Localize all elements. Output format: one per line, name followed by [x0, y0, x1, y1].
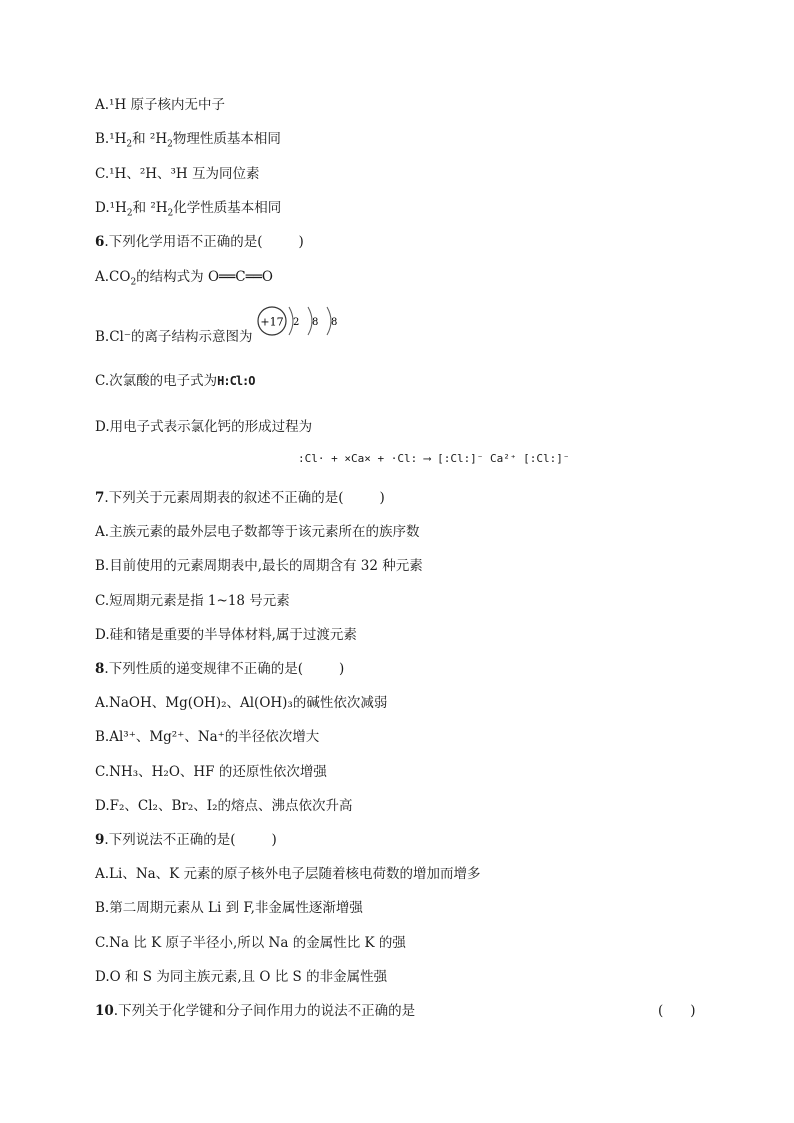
answer-paren: ): [271, 832, 277, 848]
q6-option-a-text: 的结构式为 O══C══O: [136, 269, 273, 285]
q8-option-a: A.NaOH、Mg(OH)₂、Al(OH)₃的碱性依次减弱: [95, 695, 388, 711]
q7-stem: [95, 489, 385, 507]
shell-count-1: 2: [293, 317, 300, 328]
q5-option-b-mid: 和 ²H: [132, 131, 168, 147]
nucleus-charge: +17: [260, 315, 284, 329]
question-text: .下列关于化学键和分子间作用力的说法不正确的是: [113, 1003, 416, 1019]
q6-stem: [95, 233, 304, 251]
q9-option-b: B.第二周期元素从 Li 到 F,非金属性逐渐增强: [95, 900, 363, 916]
question-number: 6: [95, 234, 105, 250]
q6-option-a: [95, 268, 273, 286]
q7-option-a: A.主族元素的最外层电子数都等于该元素所在的族序数: [95, 524, 420, 540]
cacl2-formation-formula: :Cl· + ×Ca× + ·Cl: ⟶ [:Cl:]⁻ Ca²⁺ [:Cl:]⁻: [298, 452, 570, 465]
q6-option-d: D.用电子式表示氯化钙的形成过程为: [95, 419, 313, 435]
q9-stem: [95, 831, 277, 849]
q8-option-d: D.F₂、Cl₂、Br₂、I₂的熔点、沸点依次升高: [95, 798, 353, 814]
q5-option-b-text: 物理性质基本相同: [172, 131, 281, 147]
q5-option-d: [95, 199, 281, 217]
question-number: 10: [95, 1003, 114, 1019]
q8-stem: [95, 660, 344, 678]
q5-option-b-iso1: ¹H: [109, 131, 127, 147]
hclo-electron-formula: H:Cl:O: [217, 374, 255, 388]
subscript: 2: [167, 208, 174, 219]
q5-option-b-label: B.: [95, 131, 110, 147]
q6-option-c: [95, 372, 255, 390]
question-text: .下列说法不正确的是(: [104, 832, 236, 848]
subscript: 2: [126, 208, 133, 219]
q5-option-b: [95, 130, 281, 148]
q7-option-b: B.目前使用的元素周期表中,最长的周期含有 32 种元素: [95, 558, 423, 574]
q7-option-d: D.硅和锗是重要的半导体材料,属于过渡元素: [95, 627, 357, 643]
q8-option-b: B.Al³⁺、Mg²⁺、Na⁺的半径依次增大: [95, 729, 320, 745]
q6-option-a-label: A.CO: [95, 269, 131, 285]
shell-count-2: 8: [312, 317, 319, 328]
q9-option-d: D.O 和 S 为同主族元素,且 O 比 S 的非金属性强: [95, 969, 388, 985]
q8-option-c: C.NH₃、H₂O、HF 的还原性依次增强: [95, 764, 327, 780]
q6-option-c-text: C.次氯酸的电子式为: [95, 373, 218, 389]
q5-option-d-text: 化学性质基本相同: [173, 200, 282, 216]
question-number: 7: [95, 490, 105, 506]
answer-paren: ): [379, 490, 385, 506]
answer-paren: ): [298, 234, 304, 250]
ion-structure-diagram: [255, 304, 345, 340]
question-number: 9: [95, 832, 105, 848]
subscript: 2: [126, 139, 133, 150]
q5-option-a: A.¹H 原子核内无中子: [95, 97, 226, 113]
q5-option-d-label: D.¹H: [95, 200, 127, 216]
subscript: 2: [167, 139, 173, 150]
shell-count-3: 8: [331, 317, 338, 328]
subscript: 2: [130, 277, 137, 288]
answer-paren: ): [338, 661, 345, 677]
q9-option-c: C.Na 比 K 原子半径小,所以 Na 的金属性比 K 的强: [95, 935, 406, 951]
q5-option-c: C.¹H、²H、³H 互为同位素: [95, 166, 260, 182]
q7-option-c: C.短周期元素是指 1~18 号元素: [95, 593, 290, 609]
q6-option-b: B.Cl⁻的离子结构示意图为: [95, 329, 253, 345]
q10-answer-paren: ( ): [658, 1003, 696, 1019]
question-number: 8: [95, 661, 105, 677]
question-text: .下列化学用语不正确的是(: [104, 234, 263, 250]
q9-option-a: A.Li、Na、K 元素的原子核外电子层随着核电荷数的增加而增多: [95, 866, 481, 882]
q5-option-d-mid: 和 ²H: [132, 200, 168, 216]
q10-stem: [95, 1002, 415, 1020]
question-text: .下列关于元素周期表的叙述不正确的是(: [104, 490, 344, 506]
question-text: .下列性质的递变规律不正确的是(: [104, 661, 303, 677]
